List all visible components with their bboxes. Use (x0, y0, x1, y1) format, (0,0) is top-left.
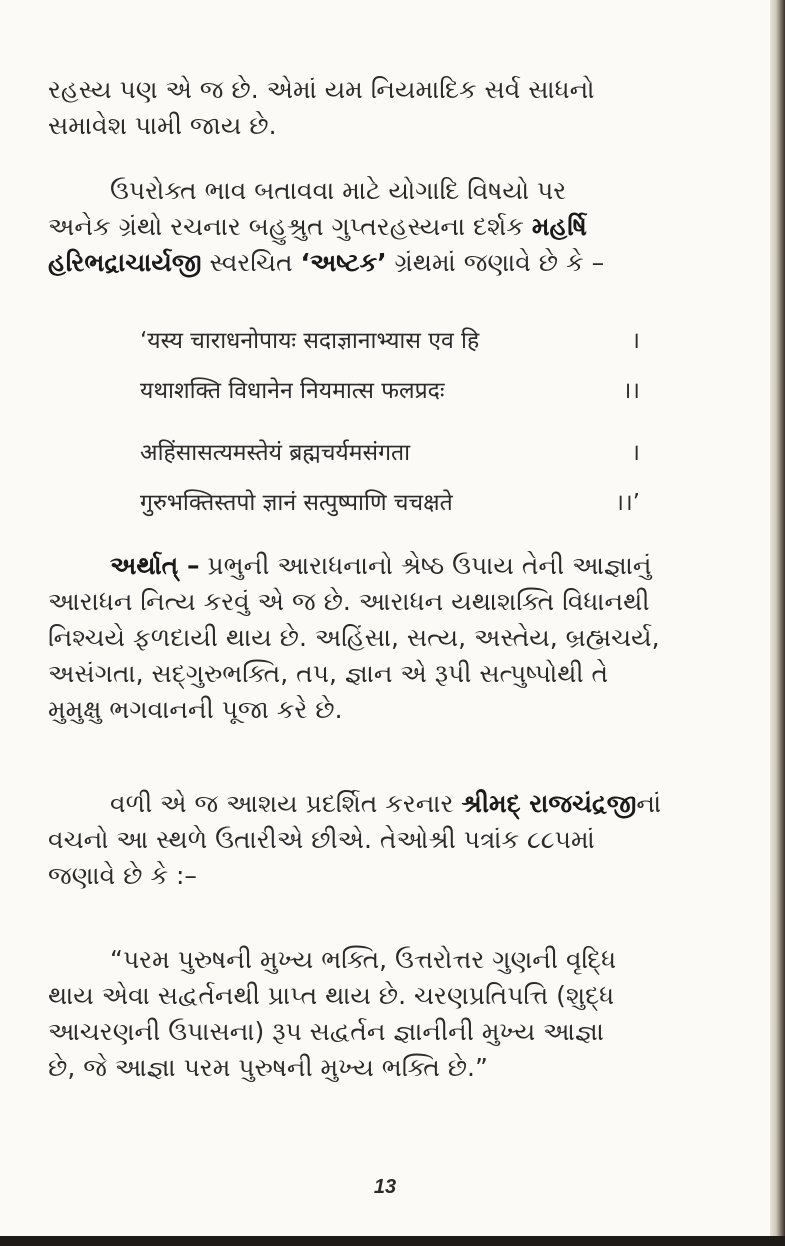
paragraph-2-line-2 (48, 209, 706, 245)
paragraph-5-quote (48, 942, 706, 1086)
paragraph-3-line-1 (48, 548, 706, 584)
verse-line-3-danda: । (631, 440, 640, 466)
paragraph-5-line-3: આચરણની ઉપાસના) રૂપ સદ્વર્તન જ્ઞાનીની મુખ્ય આજ્ઞા (48, 1017, 604, 1046)
paragraph-3 (48, 548, 706, 728)
paragraph-5-line-4: છે, જે આજ્ઞા પરમ પુરુષની મુખ્ય ભક્તિ છે.” (48, 1053, 488, 1082)
arthat-label: અર્થાત્ – (110, 551, 200, 580)
verse-line-1-danda: । (631, 328, 640, 354)
paragraph-1-line-1: રહસ્ય પણ એ જ છે. એમાં યમ નિયમાદિક સર્વ સાધનો (48, 75, 595, 104)
verse-line-2-text: यथाशक्ति विधानेन नियमात्स फलप्रदः (140, 378, 445, 404)
paragraph-5-line-1: “પરમ પુરુષની મુખ્ય ભક્તિ, ઉત્તરોત્તર ગુણની વૃદ્ધિ (110, 945, 617, 974)
paragraph-5-line-2: થાય એવા સદ્વર્તનથી પ્રાપ્ત થાય છે. ચરણપ્રતિપત્તિ (શુદ્ધ (48, 981, 615, 1010)
verse-line-3 (140, 428, 640, 478)
verse-line-1-text: ‘यस्य चाराधनोपायः सदाज्ञानाभ्यास एव हि (140, 328, 480, 354)
verse-line-4-danda: ।।’ (615, 490, 640, 516)
paragraph-2-line-3 (48, 245, 706, 281)
page-number: 13 (373, 1176, 397, 1198)
paragraph-4-line-3: જણાવે છે કે :– (48, 861, 197, 890)
verse-line-4-text: गुरुभक्तिस्तपो ज्ञानं सत्पुष्पाणि चचक्षते (140, 490, 453, 516)
paragraph-3-line-5: મુમુક્ષુ ભગવાનની પૂજા કરે છે. (48, 695, 343, 724)
paragraph-1-line-2: સમાવેશ પામી જાય છે. (48, 111, 277, 140)
paragraph-4-line-1-text: વળી એ જ આશય પ્રદર્શિત કરનાર (110, 789, 462, 818)
paragraph-2 (48, 173, 706, 281)
paragraph-3-line-3: નિશ્ચયે ફળદાયી થાય છે. અહિંસા, સત્ય, અસ્તેય, બ્રહ્મચર્ય, (48, 623, 660, 652)
paragraph-3-line-2: આરાધન નિત્ય કરવું એ જ છે. આરાધન યથાશક્તિ વિધાનથી (48, 587, 650, 616)
paragraph-2-line-1: ઉપરોક્ત ભાવ બતાવવા માટે યોગાદિ વિષયો પર (110, 176, 567, 205)
name-maharshi: મહર્ષિ (531, 212, 587, 241)
paragraph-3-line-1-text: પ્રભુની આરાધનાનો શ્રેષ્ઠ ઉપાય તેની આજ્ઞાનું (199, 551, 652, 580)
verse-line-3-text: अहिंसासत्यमस्तेयं ब्रह्मचर्यमसंगता (140, 440, 411, 466)
sanskrit-verse-2 (140, 428, 640, 528)
paragraph-2-line-3-text-2: ગ્રંથમાં જણાવે છે કે – (386, 248, 605, 277)
name-haribhadracharyaji: હરિભદ્રાચાર્યજી (48, 248, 202, 277)
paragraph-2-line-3-text-1: સ્વરચિત (201, 248, 301, 277)
verse-line-1 (140, 316, 640, 366)
paragraph-4 (48, 786, 706, 894)
paragraph-3-line-4: અસંગતા, સદ્ગુરુભક્તિ, તપ, જ્ઞાન એ રૂપી સત્પુષ્પોથી તે (48, 659, 609, 688)
name-shrimad-rajchandraji: શ્રીમદ્ રાજચંદ્રજી (461, 789, 637, 818)
verse-line-4 (140, 478, 640, 528)
page-edge-bottom (0, 1236, 785, 1246)
paragraph-1 (48, 72, 706, 144)
verse-line-2-danda: ।। (622, 378, 640, 404)
paragraph-4-line-2: વચનો આ સ્થળે ઉતારીએ છીએ. તેઓશ્રી પત્રાંક ૮૮૫માં (48, 825, 595, 854)
title-ashtak: ‘અષ્ટક’ (300, 248, 387, 277)
paragraph-4-line-1-end: નાં (636, 789, 662, 818)
paragraph-4-line-1 (48, 786, 706, 822)
paragraph-2-line-2-text: અનેક ગ્રંથો રચનાર બહુશ્રુત ગુપ્તરહસ્યના દર્શક (48, 212, 532, 241)
page-edge-right (770, 0, 785, 1246)
verse-line-2 (140, 366, 640, 416)
sanskrit-verse-1 (140, 316, 640, 416)
